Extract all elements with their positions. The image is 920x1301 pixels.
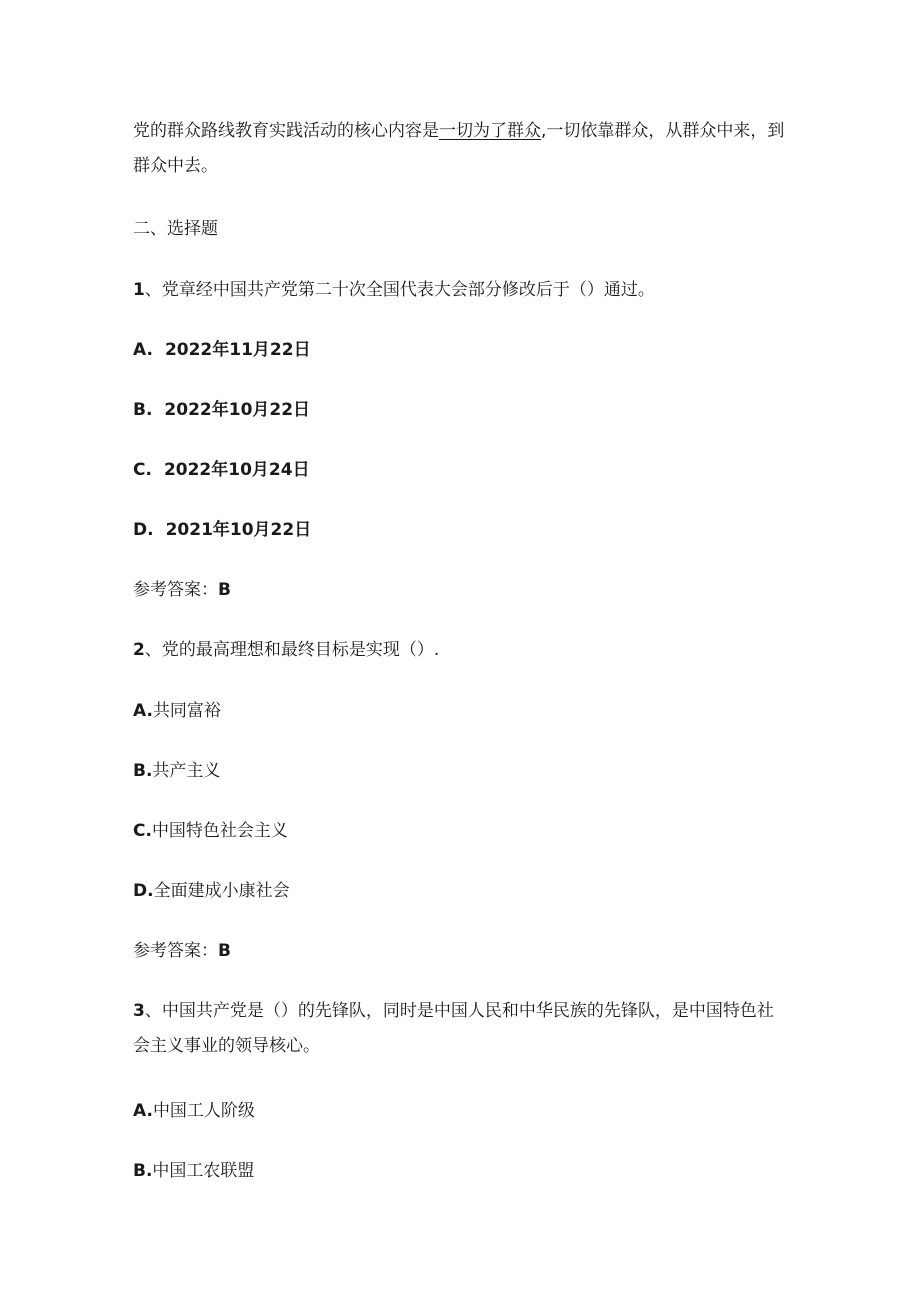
option-text: 2022年10月22日 [164, 400, 311, 420]
option-a [133, 700, 221, 722]
question-number: 3 [133, 1001, 145, 1021]
answer-value: B [218, 941, 231, 961]
question-text: 、党章经中国共产党第二十次全国代表大会部分修改后于（）通过。 [144, 280, 655, 300]
option-letter: B. [133, 400, 153, 420]
option-text: 2022年11月22日 [164, 340, 311, 360]
option-letter: A. [133, 1101, 153, 1121]
option-text: 中国工人阶级 [152, 1101, 255, 1121]
option-letter: C. [133, 460, 152, 480]
question-3 [133, 994, 789, 1064]
section-title: 二、选择题 [133, 219, 218, 239]
option-letter: B. [133, 1161, 153, 1181]
option-text: 共产主义 [152, 761, 221, 781]
option-a [133, 339, 311, 361]
option-b [133, 399, 310, 421]
answer-value: B [218, 580, 231, 600]
option-text: 中国工农联盟 [152, 1161, 255, 1181]
question-text: 、党的最高理想和最终目标是实现（）. [144, 640, 440, 660]
intro-text-before: 党的群众路线教育实践活动的核心内容是 [133, 121, 439, 141]
question-2 [133, 639, 439, 661]
option-d [133, 519, 311, 541]
option-c [133, 820, 288, 842]
option-letter: D. [133, 520, 154, 540]
question-number: 1 [133, 280, 145, 300]
option-text: 中国特色社会主义 [151, 821, 288, 841]
option-a [133, 1100, 255, 1122]
option-letter: C. [133, 821, 152, 841]
answer-2 [133, 940, 231, 962]
answer-label: 参考答案： [133, 580, 218, 600]
option-letter: D. [133, 881, 154, 901]
option-b [133, 1160, 254, 1182]
question-text: 、中国共产党是（）的先锋队，同时是中国人民和中华民族的先锋队，是中国特色社会主义事业的领导核心。 [133, 1001, 774, 1056]
option-letter: A. [133, 701, 153, 721]
option-text: 2021年10月22日 [165, 520, 312, 540]
intro-paragraph [133, 114, 789, 184]
intro-text-after: ,一切依靠群众，从群众中来，到群众中去。 [133, 121, 785, 176]
question-1 [133, 279, 655, 301]
option-letter: A. [133, 340, 153, 360]
answer-1 [133, 579, 231, 601]
option-letter: B. [133, 761, 153, 781]
answer-label: 参考答案： [133, 941, 218, 961]
option-b [133, 760, 220, 782]
option-text: 共同富裕 [152, 701, 221, 721]
option-text: 2022年10月24日 [163, 460, 310, 480]
question-number: 2 [133, 640, 145, 660]
option-c [133, 459, 310, 481]
intro-text-underlined: 一切为了群众 [439, 121, 541, 141]
option-d [133, 880, 290, 902]
option-text: 全面建成小康社会 [153, 881, 290, 901]
